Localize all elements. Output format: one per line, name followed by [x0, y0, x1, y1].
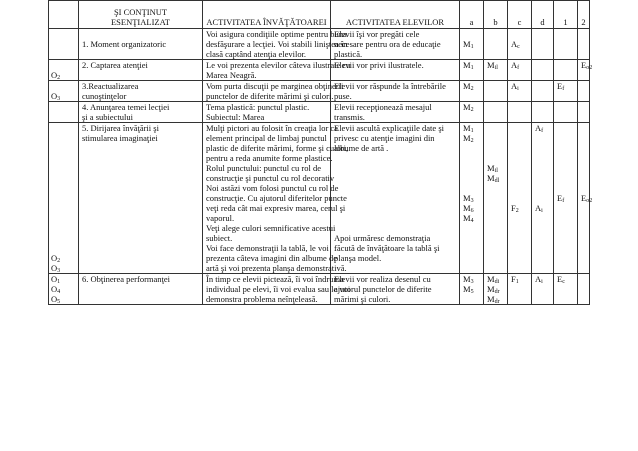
- teacher-activity-line: plastic de diferite mărimi, forme şi culori,: [206, 143, 349, 153]
- objectives-line: $O_3$: [51, 263, 61, 274]
- student-activity-cell: [331, 81, 460, 102]
- means-cell: [484, 274, 508, 305]
- teacher-activity-line: demonstra problema neînţeleasă.: [206, 294, 318, 304]
- evaluation-2-line: [581, 133, 586, 143]
- stage-line: 5. Dirijarea învăţării şi: [82, 123, 159, 133]
- student-activity-line: făcută de învăţătoare la tablă şi: [334, 243, 440, 253]
- method-line: $M_3$: [463, 274, 474, 285]
- teacher-activity-line: clasă captând atenţia elevilor.: [206, 49, 307, 59]
- evaluation-line: [557, 133, 574, 143]
- method-line: $M_3$: [463, 193, 474, 204]
- organisation-line: [535, 173, 550, 183]
- teacher-activity-line: subiect.: [206, 233, 233, 243]
- means-line: $M_{il}$: [487, 163, 498, 174]
- method-cell: [460, 123, 484, 274]
- stage-line: 1. Moment organizatoric: [82, 39, 167, 49]
- student-activity-line: ajutorul punctelor de diferite: [334, 284, 432, 294]
- means-line: $M_{il}$: [487, 60, 498, 71]
- objectives-cell: [49, 123, 79, 274]
- header-stages-line: ŞI CONŢINUT: [113, 7, 168, 17]
- means-cell: [484, 81, 508, 102]
- stage-line: cunoştinţelor: [82, 91, 127, 101]
- evaluation-cell: [554, 102, 578, 123]
- form-line: [511, 143, 528, 153]
- teacher-activity-line: Voi asigura condiţiile optime pentru buna: [206, 29, 347, 39]
- form-line: [511, 29, 528, 39]
- method-cell: [460, 274, 484, 305]
- means-line: $M_{dr}$: [487, 284, 500, 295]
- form-line: [511, 133, 528, 143]
- teacher-activity-line: individual pe elevi, îi voi evalua sau le voi: [206, 284, 351, 294]
- form-cell: [508, 81, 532, 102]
- student-activity-cell: [331, 123, 460, 274]
- student-activity-line: Elevii vor realiza desenul cu: [334, 274, 431, 284]
- stage-cell: [79, 274, 203, 305]
- teacher-activity-line: Rolul punctului: punctul cu rol de: [206, 163, 321, 173]
- student-activity-line: [334, 183, 456, 193]
- objectives-cell: [49, 29, 79, 60]
- organisation-line: $A_i$: [535, 203, 543, 214]
- lesson-plan-sheet: [48, 0, 593, 305]
- method-line: [463, 29, 480, 39]
- means-line: [487, 143, 504, 153]
- student-activity-line: Apoi urmăresc demonstraţia: [334, 233, 431, 243]
- organisation-cell: [532, 81, 554, 102]
- table-row: [49, 123, 590, 274]
- evaluation-line: [557, 153, 574, 163]
- organisation-line: $A_f$: [535, 123, 544, 134]
- table-row: [49, 274, 590, 305]
- method-line: [463, 143, 480, 153]
- student-activity-line: puse.: [334, 91, 352, 101]
- header-col-d: d: [532, 1, 554, 29]
- evaluation-2-cell: [578, 60, 593, 81]
- teacher-activity-cell: [203, 274, 351, 305]
- student-activity-line: Elevii vor răspunde la întrebările: [334, 81, 446, 91]
- method-cell: [460, 60, 484, 81]
- evaluation-cell: [554, 123, 578, 274]
- objectives-cell: [49, 81, 79, 102]
- student-activity-line: [334, 163, 456, 173]
- method-line: $M_1$: [463, 60, 474, 71]
- organisation-cell: [532, 60, 554, 81]
- stage-cell: [79, 81, 203, 102]
- stage-cell: [79, 29, 203, 60]
- objectives-line: $O_2$: [51, 253, 61, 264]
- teacher-activity-line: construcţie. Cu ajutorul diferitelor puncte: [206, 193, 347, 203]
- header-objectives: [49, 1, 79, 29]
- method-line: $M_6$: [463, 203, 474, 214]
- organisation-line: [535, 143, 550, 153]
- header-stages-line: ESENŢIALIZAT: [110, 17, 170, 27]
- teacher-activity-line: În timp ce elevii pictează, îi voi îndruma: [206, 274, 344, 284]
- means-line: [487, 123, 504, 133]
- student-activity-line: necesare pentru ora de educaţie: [334, 39, 441, 49]
- method-line: $M_5$: [463, 284, 474, 295]
- objectives-line: $O_2$: [51, 70, 61, 81]
- teacher-activity-line: Voi face demonstraţii la tablă, le voi: [206, 243, 329, 253]
- form-line: [511, 193, 528, 203]
- form-line: [511, 163, 528, 173]
- header-col-c: c: [508, 1, 532, 29]
- evaluation-2-cell: [578, 102, 590, 123]
- student-activity-line: Elevii vor privi ilustratele.: [334, 60, 424, 70]
- evaluation-2-line: [581, 153, 586, 163]
- evaluation-2-cell: [578, 81, 590, 102]
- objectives-cell: [49, 274, 79, 305]
- table-body: [49, 29, 593, 305]
- table-row: [49, 81, 590, 102]
- student-activity-line: [334, 203, 456, 213]
- method-line: $M_4$: [463, 213, 474, 224]
- student-activity-line: [334, 153, 456, 163]
- evaluation-2-line: [581, 183, 586, 193]
- objectives-line: $O_3$: [51, 91, 61, 102]
- stage-line: şi a subiectului: [82, 112, 133, 122]
- header-col-1: 1: [554, 1, 578, 29]
- student-activity-cell: [331, 102, 460, 123]
- student-activity-line: transmis.: [334, 112, 365, 122]
- organisation-line: [535, 193, 550, 203]
- form-line: [511, 123, 528, 133]
- student-activity-line: [334, 223, 456, 233]
- means-line: $M_{dr}$: [487, 294, 500, 305]
- organisation-cell: [532, 29, 554, 60]
- teacher-activity-cell: [203, 29, 348, 60]
- evaluation-line: [557, 143, 574, 153]
- form-line: $A_c$: [511, 39, 520, 50]
- means-line: $M_{di}$: [487, 274, 500, 285]
- teacher-activity-line: pentru a reda anumite forme plastice.: [206, 153, 333, 163]
- method-line: $M_2$: [463, 133, 474, 144]
- method-line: [463, 173, 480, 183]
- evaluation-2-cell: [578, 123, 593, 274]
- header-col-2: 2: [578, 1, 590, 29]
- student-activity-line: Elevii recepţionează mesajul: [334, 102, 432, 112]
- teacher-activity-line: veţi reda cât mai expresiv marea, cerul şi: [206, 203, 346, 213]
- student-activity-line: mărimi şi culori.: [334, 294, 391, 304]
- evaluation-line: [557, 183, 574, 193]
- stage-cell: [79, 123, 203, 274]
- form-line: [511, 183, 528, 193]
- stage-line: 3.Reactualizarea: [82, 81, 139, 91]
- stage-cell: [79, 60, 203, 81]
- organisation-line: $A_i$: [535, 274, 543, 285]
- evaluation-line: $E_f$: [557, 193, 565, 204]
- method-line: $M_1$: [463, 123, 474, 134]
- means-cell: [484, 60, 508, 81]
- means-cell: [484, 123, 508, 274]
- teacher-activity-line: Mulţi pictori au folosit în creaţia lor ca: [206, 123, 338, 133]
- evaluation-2-line: [581, 123, 586, 133]
- means-line: [487, 133, 504, 143]
- form-line: [511, 153, 528, 163]
- teacher-activity-line: desfăşurare a lecţiei. Voi stabili liniştea în: [206, 39, 348, 49]
- evaluation-cell: [554, 274, 578, 305]
- evaluation-2-line: [581, 143, 586, 153]
- header-col-a: a: [460, 1, 484, 29]
- evaluation-line: [557, 123, 574, 133]
- form-cell: [508, 102, 532, 123]
- student-activity-line: privesc cu atenţie imagini din: [334, 133, 435, 143]
- objectives-cell: [49, 102, 79, 123]
- evaluation-line: $E_c$: [557, 274, 565, 285]
- form-line: $A_f$: [511, 60, 520, 71]
- method-line: $M_1$: [463, 39, 474, 50]
- teacher-activity-cell: [203, 60, 351, 81]
- header-teacher-activity: ACTIVITATEA ÎNVĂŢĂTOAREI: [203, 1, 331, 29]
- student-activity-line: Elevii îşi vor pregăti cele: [334, 29, 420, 39]
- organisation-cell: [532, 274, 554, 305]
- evaluation-cell: [554, 81, 578, 102]
- teacher-activity-line: Subiectul: Marea: [206, 112, 265, 122]
- method-cell: [460, 102, 484, 123]
- evaluation-cell: [554, 29, 578, 60]
- header-col-b: b: [484, 1, 508, 29]
- teacher-activity-line: artă şi voi prezenta planşa demonstrativă.: [206, 263, 347, 273]
- method-cell: [460, 81, 484, 102]
- teacher-activity-line: Tema plastică: punctul plastic.: [206, 102, 310, 112]
- teacher-activity-line: Veţi alege culori semnificative acestui: [206, 223, 336, 233]
- organisation-line: [535, 153, 550, 163]
- stage-cell: [79, 102, 203, 123]
- teacher-activity-line: punctelor de diferite mărimi şi culori.: [206, 91, 334, 101]
- stage-line: 2. Captarea atenţiei: [82, 60, 148, 70]
- teacher-activity-line: Noi astăzi vom folosi punctul cu rol de: [206, 183, 339, 193]
- evaluation-2-line: [581, 163, 586, 173]
- teacher-activity-line: element principal de limbaj punctul: [206, 133, 327, 143]
- evaluation-line: $E_f$: [557, 81, 565, 92]
- student-activity-line: albume de artă .: [334, 143, 389, 153]
- form-line: $F_1$: [511, 274, 519, 285]
- teacher-activity-line: Marea Neagră.: [206, 70, 257, 80]
- evaluation-2-line: [581, 173, 586, 183]
- teacher-activity-line: Le voi prezenta elevilor câteva ilustrate cu: [206, 60, 351, 70]
- form-cell: [508, 29, 532, 60]
- organisation-line: [535, 133, 550, 143]
- form-line: [511, 173, 528, 183]
- student-activity-line: [334, 193, 456, 203]
- form-cell: [508, 274, 532, 305]
- organisation-cell: [532, 123, 554, 274]
- lesson-plan-table: [48, 0, 593, 305]
- objectives-cell: [49, 60, 79, 81]
- teacher-activity-line: construcţie şi punctul cu rol decorativ: [206, 173, 335, 183]
- student-activity-line: [334, 173, 456, 183]
- evaluation-2-cell: [578, 274, 590, 305]
- student-activity-line: plastică.: [334, 49, 363, 59]
- method-cell: [460, 29, 484, 60]
- objectives-line: $O_4$: [51, 284, 61, 295]
- method-line: $M_2$: [463, 81, 474, 92]
- objectives-line: $O_5$: [51, 294, 61, 305]
- form-cell: [508, 60, 532, 81]
- student-activity-cell: [331, 29, 460, 60]
- student-activity-cell: [331, 60, 460, 81]
- organisation-cell: [532, 102, 554, 123]
- header-stages: [79, 1, 203, 29]
- evaluation-line: [557, 173, 574, 183]
- teacher-activity-cell: [203, 102, 331, 123]
- teacher-activity-line: vaporul.: [206, 213, 235, 223]
- means-line: $M_{dl}$: [487, 173, 500, 184]
- organisation-line: [535, 183, 550, 193]
- method-line: [463, 183, 480, 193]
- teacher-activity-line: prezenta câteva imagini din albume de: [206, 253, 337, 263]
- means-cell: [484, 102, 508, 123]
- evaluation-cell: [554, 60, 578, 81]
- stage-line: stimularea imaginaţiei: [82, 133, 158, 143]
- form-line: $F_2$: [511, 203, 519, 214]
- header-student-activity: ACTIVITATEA ELEVILOR: [331, 1, 460, 29]
- table-row: [49, 102, 590, 123]
- stage-line: 6. Obţinerea performanţei: [82, 274, 171, 284]
- evaluation-2-line: $E_{o2}$: [581, 60, 593, 71]
- teacher-activity-line: Vom purta discuţii pe marginea obţinerii: [206, 81, 344, 91]
- student-activity-cell: [331, 274, 460, 305]
- header-row: [49, 1, 590, 29]
- method-line: [463, 153, 480, 163]
- table-row: [49, 29, 590, 60]
- table-row: [49, 60, 590, 81]
- evaluation-2-line: $E_{o2}$: [581, 193, 593, 204]
- means-cell: [484, 29, 508, 60]
- stage-line: 4. Anunţarea temei lecţiei: [82, 102, 170, 112]
- method-line: $M_2$: [463, 102, 474, 113]
- student-activity-line: planşa model.: [334, 253, 382, 263]
- method-line: [463, 163, 480, 173]
- objectives-line: $O_1$: [51, 274, 61, 285]
- form-line: $A_i$: [511, 81, 519, 92]
- teacher-activity-cell: [203, 123, 349, 274]
- evaluation-2-cell: [578, 29, 590, 60]
- form-cell: [508, 123, 532, 274]
- student-activity-line: [334, 213, 456, 223]
- organisation-line: [535, 163, 550, 173]
- evaluation-line: [557, 163, 574, 173]
- student-activity-line: Elevii ascultă explicaţiile date şi: [334, 123, 444, 133]
- stage-line: [82, 29, 199, 39]
- means-line: [487, 153, 504, 163]
